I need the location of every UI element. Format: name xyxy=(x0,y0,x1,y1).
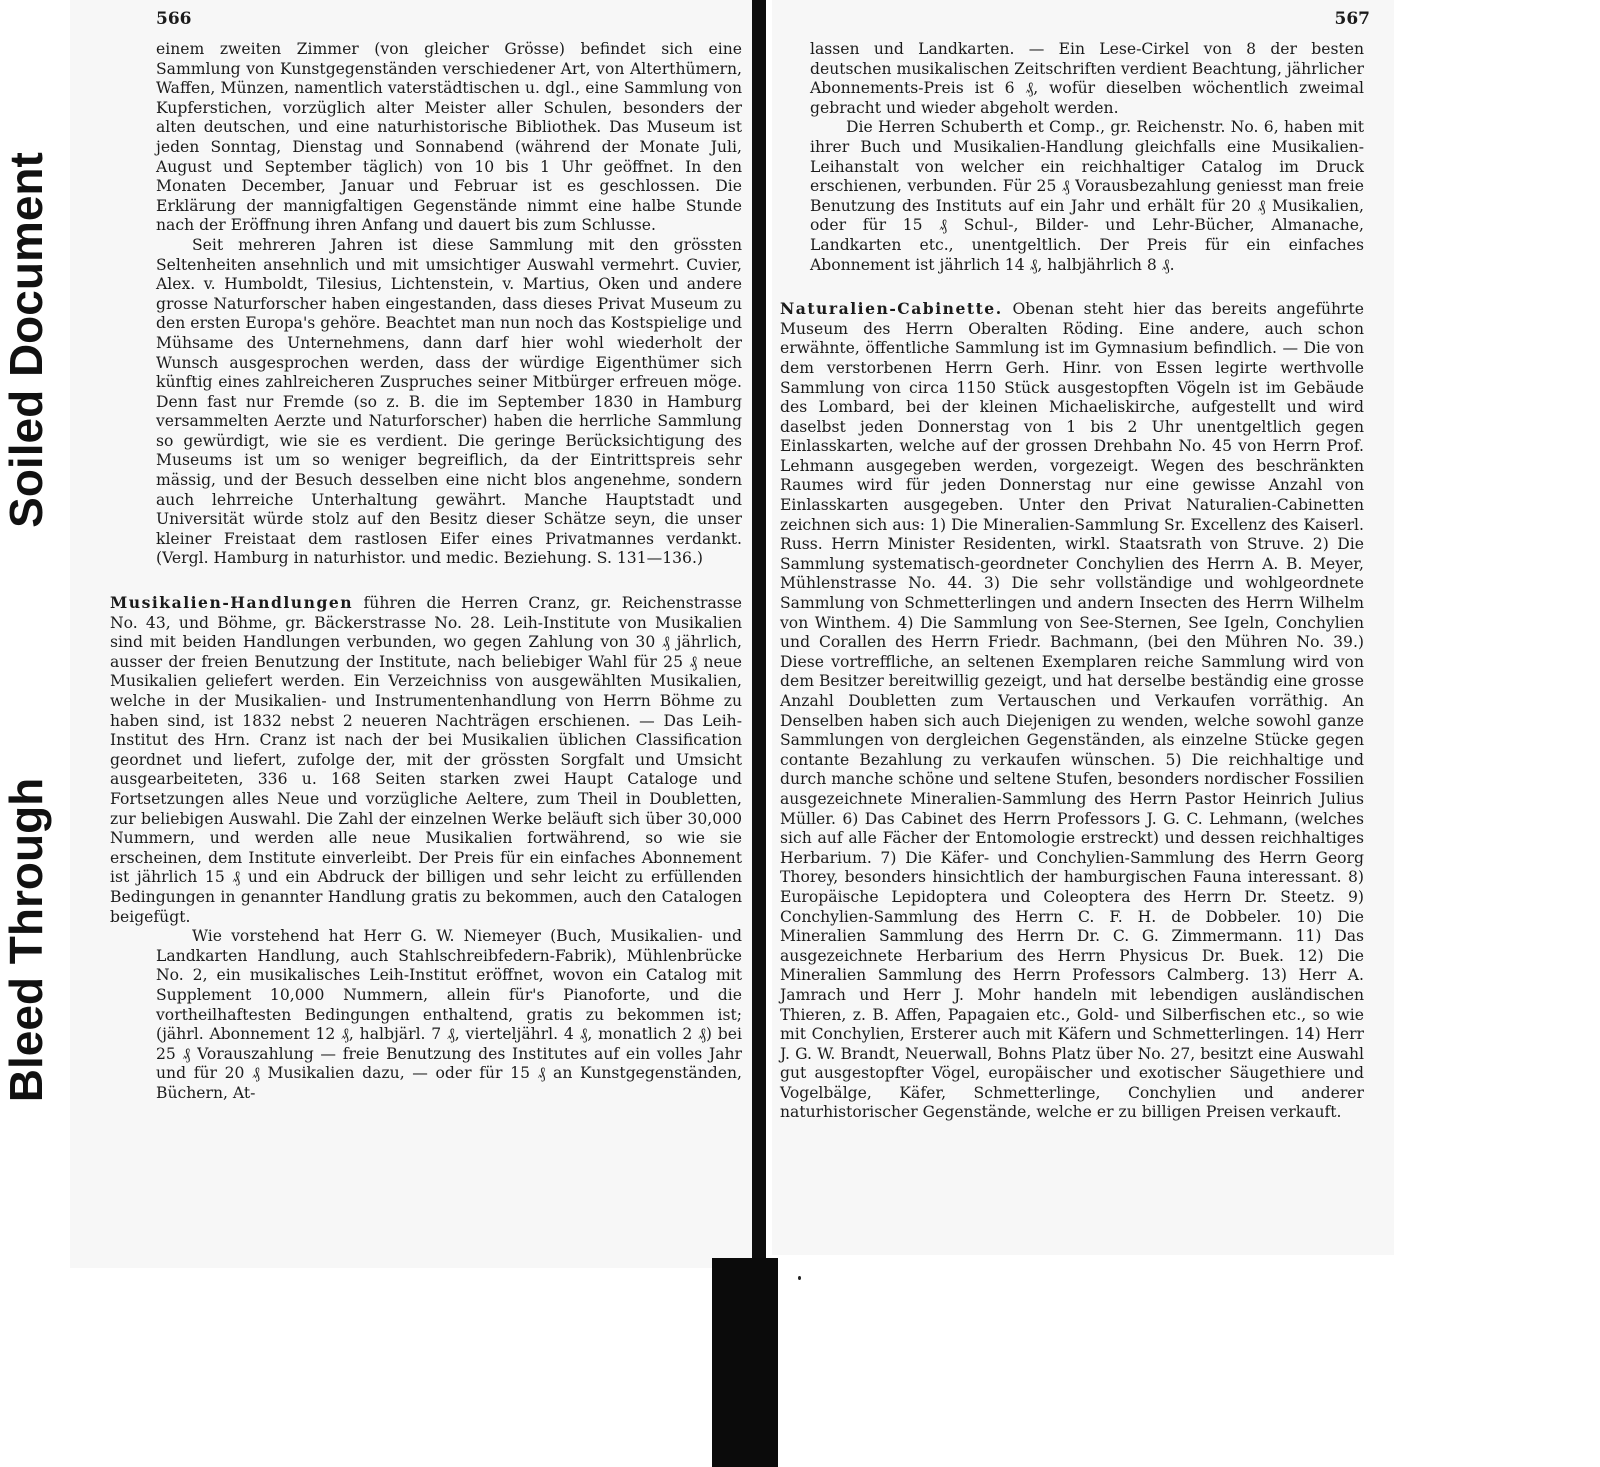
naturalien-text: Obenan steht hier das bereits angeführte Museum des Herrn Oberalten Röding. Eine andere, auch schon erwähnte, öffentliche Sammlung ist im Gymnasium befindlich. — Die von dem verstorbenen Herrn Gerh. Hinr. von Essen legirte werthvolle Sammlung von circa 1150 Stück ausgestopften Vögeln ist im Gebäude des Lombard, bei der kleinen Michaeliskirche, aufgestellt und wird daselbst jeden Donnerstag von 1 bis 2 Uhr unentgeltlich gegen Einlasskarten, welche auf der grossen Drehbahn No. 45 von Herrn Prof. Lehmann ausgegeben werden, vorgezeigt. Wegen des beschränkten Raumes wird für jeden Donnerstag nur eine gewisse Anzahl von Einlasskarten ausgegeben. Unter den Privat Naturalien-Cabinetten zeichnen sich aus: 1) Die Mineralien-Sammlung Sr. Excellenz des Kaiserl. Russ. Herrn Minister Residenten, wirkl. Staatsrath von Struve. 2) Die Sammlung systematisch-geordneter Conchylien des Herrn A. B. Meyer, Mühlenstrasse No. 44. 3) Die sehr vollständige und wohlgeordnete Sammlung von Schmetterlingen und andern Insecten des Herrn Wilhelm von Winthem. 4) Die Sammlung von See-Sternen, See Igeln, Conchylien und Corallen des Herrn Friedr. Bachmann, (bei den Mühren No. 39.) Diese vortreffliche, an seltenen Exemplaren reiche Sammlung wird von dem Besitzer bereitwillig gezeigt, und hat derselbe beständig eine grosse Anzahl Doubletten zum Vertauschen und Verkaufen vorräthig. An Denselben haben sich auch Diejenigen zu wenden, welche sowohl ganze Sammlungen von dergleichen Gegenständen, als einzelne Stücke gegen contante Bezahlung zu verkaufen wünschen. 5) Die reichhaltige und durch manche schöne und seltene Stufen, besonders nordischer Fossilien ausgezeichnete Mineralien-Sammlung des Herrn Pastor Heinrich Julius Müller. 6) Das Cabinet des Herrn Professors J. G. C. Lehmann, (welches sich auf alle Fächer der Entomologie erstreckt) und dessen reichhaltiges Herbarium. 7) Die Käfer- und Conchylien-Sammlung des Herrn Georg Thorey, besonders hinsichtlich der hamburgischen Fauna interessant. 8) Europäische Lepidoptera und Coleoptera des Herrn Dr. Steetz. 9) Conchylien-Sammlung des Herrn C. F. H. de Dobbeler. 10) Die Mineralien Sammlung des Herrn Dr. C. G. Zimmermann. 11) Das ausgezeichnete Herbarium des Herrn Physicus Dr. Buek. 12) Die Mineralien Sammlung des Herrn Professors Calmberg. 13) Herr A. Jamrach und Herr J. Mohr handeln mit lebendigen ausländischen Thieren, z. B. Affen, Papagaien etc., Gold- und Silberfischen etc., so wie mit Conchylien, Ersterer auch mit Käfern und Schmetterlingen. 14) Herr J. G. W. Brandt, Neuerwall, Bohns Platz über No. 27, besitzt eine Auswahl gut ausgestopfter Vögel, europäischer und exotischer Säugethiere und Vogelbälge, Käfer, Schmetterlinge, Conchylien und anderer naturhistorischer Gegenstände, welche er zu billigen Preisen verkauft. xyxy=(780,300,1364,1122)
left-page-number: 566 xyxy=(156,9,192,29)
left-paragraph-2: Seit mehreren Jahren ist diese Sammlung mit den grössten Seltenheiten ansehnlich und mit umsichtiger Auswahl vermehrt. Cuvier, Alex. v. Humboldt, Tilesius, Lichtenstein, v. Martius, Oken und andere grosse Naturforscher haben eingestanden, dass dieses Privat Museum zu den ersten Europa's gehöre. Beachtet man nun noch das Kostspielige und Mühsame des Unternehmens, dann darf hier wohl wiederholt der Wunsch ausgesprochen werden, dass der würdige Eigenthümer sich künftig eines zahlreicheren Zuspruches seiner Mitbürger erfreuen möge. Denn fast nur Fremde (so z. B. die im September 1830 in Hamburg versammelten Aerzte und Naturforscher) haben die herrliche Sammlung so gewürdigt, wie sie es verdient. Die geringe Berücksichtigung des Museums ist um so weniger begreiflich, da der Eintrittspreis sehr mässig, und der Besuch desselben eine nicht blos angenehme, sondern auch lehrreiche Unterhaltung gewährt. Manche Hauptstadt und Universität würde stolz auf den Besitz dieser Schätze seyn, die unser kleiner Freistaat dem rastlosen Eifer eines Privatmannes verdankt. (Vergl. Hamburg in naturhistor. und medic. Beziehung. S. 131—136.) xyxy=(156,235,742,568)
binding-shadow xyxy=(712,1258,778,1467)
book-spine xyxy=(752,0,766,1272)
ink-speck xyxy=(798,1276,801,1280)
soiled-document-label: Soiled Document xyxy=(0,152,52,528)
right-page-number: 567 xyxy=(1334,9,1370,29)
musikalien-entry xyxy=(110,593,742,927)
musikalien-text: führen die Herren Cranz, gr. Reichenstrasse No. 43, und Böhme, gr. Bäckerstrasse No. 28. Leih-Institute von Musikalien sind mit beiden Handlungen verbunden, wo gegen Zahlung von 30 ₰ jährlich, ausser der freien Benutzung der Institute, nach beliebiger Wahl für 25 ₰ neue Musikalien geliefert werden. Ein Verzeichniss von ausgewählten Musikalien, welche in der Musikalien- und Instrumentenhandlung von Herrn Böhme zu haben sind, ist 1832 nebst 2 neueren Nachträgen erschienen. — Das Leih-Institut des Hrn. Cranz ist nach der bei Musikalien üblichen Classification geordnet und liefert, zufolge der, mit der grössten Sorgfalt und Umsicht ausgearbeiteten, 336 u. 168 Seiten starken zwei Haupt Cataloge und Fortsetzungen alles Neue und vorzügliche Aeltere, zum Theil in Doubletten, zur beliebigen Auswahl. Die Zahl der einzelnen Werke beläuft sich über 30,000 Nummern, und werden alle neue Musikalien fortwährend, so wie sie erscheinen, dem Institute einverleibt. Der Preis für ein einfaches Abonnement ist jährlich 15 ₰ und ein Abdruck der billigen und sehr leicht zu erfüllenden Bedingungen in genannter Handlung gratis zu bekommen, auch den Catalogen beigefügt. xyxy=(110,594,742,926)
left-paragraph-closing: Wie vorstehend hat Herr G. W. Niemeyer (Buch, Musikalien- und Landkarten Handlung, auch Stahlschreibfedern-Fabrik), Mühlenbrücke No. 2, ein musikalisches Leih-Institut eröffnet, wovon ein Catalog mit Supplement 10,000 Nummern, allein für's Pianoforte, und die vortheilhaftesten Bedingungen enthaltend, gratis zu bekommen ist; (jährl. Abonnement 12 ₰, halbjärl. 7 ₰, vierteljährl. 4 ₰, monatlich 2 ₰) bei 25 ₰ Vorauszahlung — freie Benutzung des Institutes auf ein volles Jahr und für 20 ₰ Musikalien dazu, — oder für 15 ₰ an Kunstgegenständen, Büchern, At- xyxy=(156,927,742,1102)
naturalien-heading: Naturalien-Cabinette. xyxy=(780,299,1003,319)
left-paragraph-1: einem zweiten Zimmer (von gleicher Grösse) befindet sich eine Sammlung von Kunstgegenständen verschiedener Art, von Alterthümern, Waffen, Münzen, namentlich vaterstädtischen u. dgl., eine Sammlung von Kupferstichen, vorzüglich alter Meister aller Schulen, besonders der alten deutschen, und eine naturhistorische Bibliothek. Das Museum ist jeden Sonntag, Dienstag und Sonnabend (während der Monate Juli, August und September täglich) von 10 bis 1 Uhr geöffnet. In den Monaten December, Januar und Februar ist es geschlossen. Die Erklärung der mannigfaltigen Gegenstände nimmt eine halbe Stunde nach der Eröffnung ihren Anfang und dauert bis zum Schlusse. xyxy=(156,40,742,235)
right-paragraph-2: Die Herren Schuberth et Comp., gr. Reichenstr. No. 6, haben mit ihrer Buch und Musikalien-Handlung gleichfalls eine Musikalien-Leihanstalt von welcher ein reichhaltiger Catalog im Druck erschienen, verbunden. Für 25 ₰ Vorausbezahlung geniesst man freie Benutzung des Instituts auf ein Jahr und erhält für 20 ₰ Musikalien, oder für 15 ₰ Schul-, Bilder- und Lehr-Bücher, Almanache, Landkarten etc., unentgeltlich. Der Preis für ein einfaches Abonnement ist jährlich 14 ₰, halbjährlich 8 ₰. xyxy=(810,118,1364,274)
musikalien-heading: Musikalien-Handlungen xyxy=(110,593,354,613)
bleed-through-label: Bleed Through xyxy=(0,777,52,1103)
right-page xyxy=(772,0,1394,1255)
naturalien-entry xyxy=(780,299,1364,1123)
left-page xyxy=(70,0,758,1268)
right-paragraph-1: lassen und Landkarten. — Ein Lese-Cirkel von 8 der besten deutschen musikalischen Zeitschriften verdient Beachtung, jährlicher Abonnements-Preis ist 6 ₰, wofür dieselben wöchentlich zweimal gebracht und wieder abgeholt werden. xyxy=(810,40,1364,117)
